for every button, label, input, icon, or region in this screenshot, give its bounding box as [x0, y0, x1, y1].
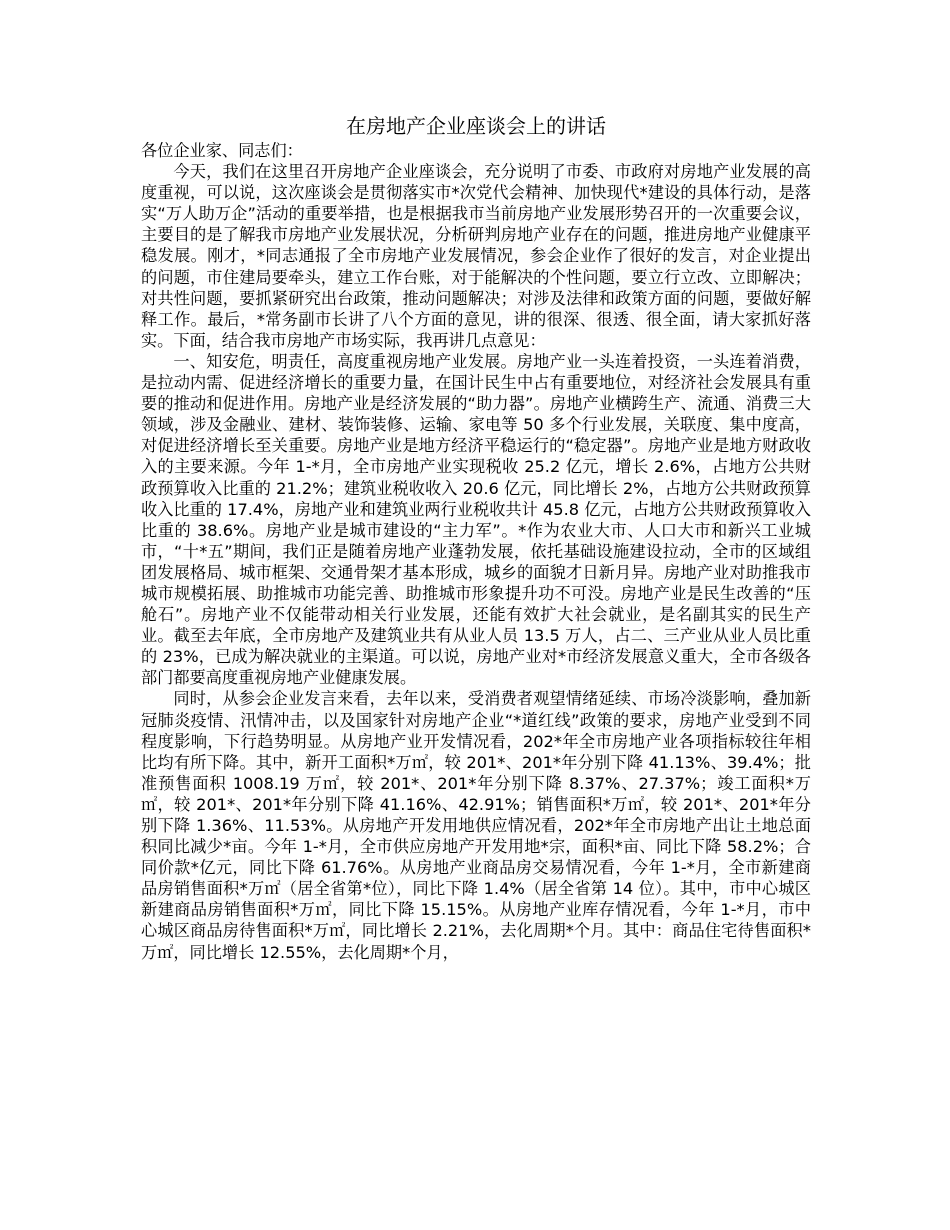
- paragraph-market-situation: 同时，从参会企业发言来看，去年以来，受消费者观望情绪延续、市场冷淡影响，叠加新冠肺炎疫情、汛情冲击，以及国家针对房地产企业“*道红线”政策的要求，房地产业受到不同程度影响，下行趋势明显。从房地产业开发情况看，202*年全市房地产业各项指标较往年相比均有所下降。其中，新开工面积*万㎡，较 201*、201*年分别下降 41.13%、39.4%；批准预售面积 1008.19 万㎡，较 201*、201*年分别下降 8.37%、27.37%；竣工面积*万㎡，较 201*、201*年分别下降 41.16%、42.91%；销售面积*万㎡，较 201*、201*年分别下降 1.36%、11.53%。从房地产开发用地供应情况看，202*年全市房地产出让土地总面积同比减少*亩。今年 1-*月，全市供应房地产开发用地*宗，面积*亩、同比下降 58.2%；合同价款*亿元，同比下降 61.76%。从房地产业商品房交易情况看，今年 1-*月，全市新建商品房销售面积*万㎡（居全省第*位），同比下降 1.4%（居全省第 14 位）。其中，市中心城区新建商品房销售面积*万㎡，同比下降 15.15%。从房地产业库存情况看，今年 1-*月，市中心城区商品房待售面积*万㎡，同比增长 2.21%，去化周期*个月。其中：商品住宅待售面积*万㎡，同比增长 12.55%，去化周期*个月，: [141, 689, 811, 962]
- salutation: 各位企业家、同志们：: [141, 141, 303, 160]
- paragraph-section-one: 一、知安危，明责任，高度重视房地产业发展。房地产业一头连着投资，一头连着消费，是拉动内需、促进经济增长的重要力量，在国计民生中占有重要地位，对经济社会发展具有重要的推动和促进作用。房地产业是经济发展的“助力器”。房地产业横跨生产、流通、消费三大领域，涉及金融业、建材、装饰装修、运输、家电等 50 多个行业发展，关联度、集中度高，对促进经济增长至关重要。房地产业是地方经济平稳运行的“稳定器”。房地产业是地方财政收入的主要来源。今年 1-*月，全市房地产业实现税收 25.2 亿元，增长 2.6%，占地方公共财政预算收入比重的 21.2%；建筑业税收收入 20.6 亿元，同比增长 2%，占地方公共财政预算收入比重的 17.4%，房地产业和建筑业两行业税收共计 45.8 亿元，占地方公共财政预算收入比重的 38.6%。房地产业是城市建设的“主力军”。*作为农业大市、人口大市和新兴工业城市，“十*五”期间，我们正是随着房地产业蓬勃发展，依托基础设施建设拉动，全市的区域组团发展格局、城市框架、交通骨架才基本形成，城乡的面貌才日新月异。房地产业对助推我市城市规模拓展、助推城市功能完善、助推城市形象提升功不可没。房地产业是民生改善的“压舱石”。房地产业不仅能带动相关行业发展，还能有效扩大社会就业，是名副其实的民生产业。截至去年底，全市房地产及建筑业共有从业人员 13.5 万人，占二、三产业从业人员比重的 23%，已成为解决就业的主渠道。可以说，房地产业对*市经济发展意义重大，全市各级各部门都要高度重视房地产业健康发展。: [141, 351, 811, 688]
- document-body: [141, 112, 811, 963]
- paragraph-intro: 今天，我们在这里召开房地产企业座谈会，充分说明了市委、市政府对房地产业发展的高度重视，可以说，这次座谈会是贯彻落实市*次党代会精神、加快现代*建设的具体行动，是落实“万人助万企”活动的重要举措，也是根据我市当前房地产业发展形势召开的一次重要会议，主要目的是了解我市房地产业发展状况，分析研判房地产业存在的问题，推进房地产业健康平稳发展。刚才，*同志通报了全市房地产业发展情况，参会企业作了很好的发言，对企业提出的问题，市住建局要牵头，建立工作台账，对于能解决的个性问题，要立行立改、立即解决；对共性问题，要抓紧研究出台政策，推动问题解决；对涉及法律和政策方面的问题，要做好解释工作。最后，*常务副市长讲了八个方面的意见，讲的很深、很透、很全面，请大家抓好落实。下面，结合我市房地产市场实际，我再讲几点意见：: [141, 162, 811, 350]
- document-title: 在房地产企业座谈会上的讲话: [346, 114, 606, 138]
